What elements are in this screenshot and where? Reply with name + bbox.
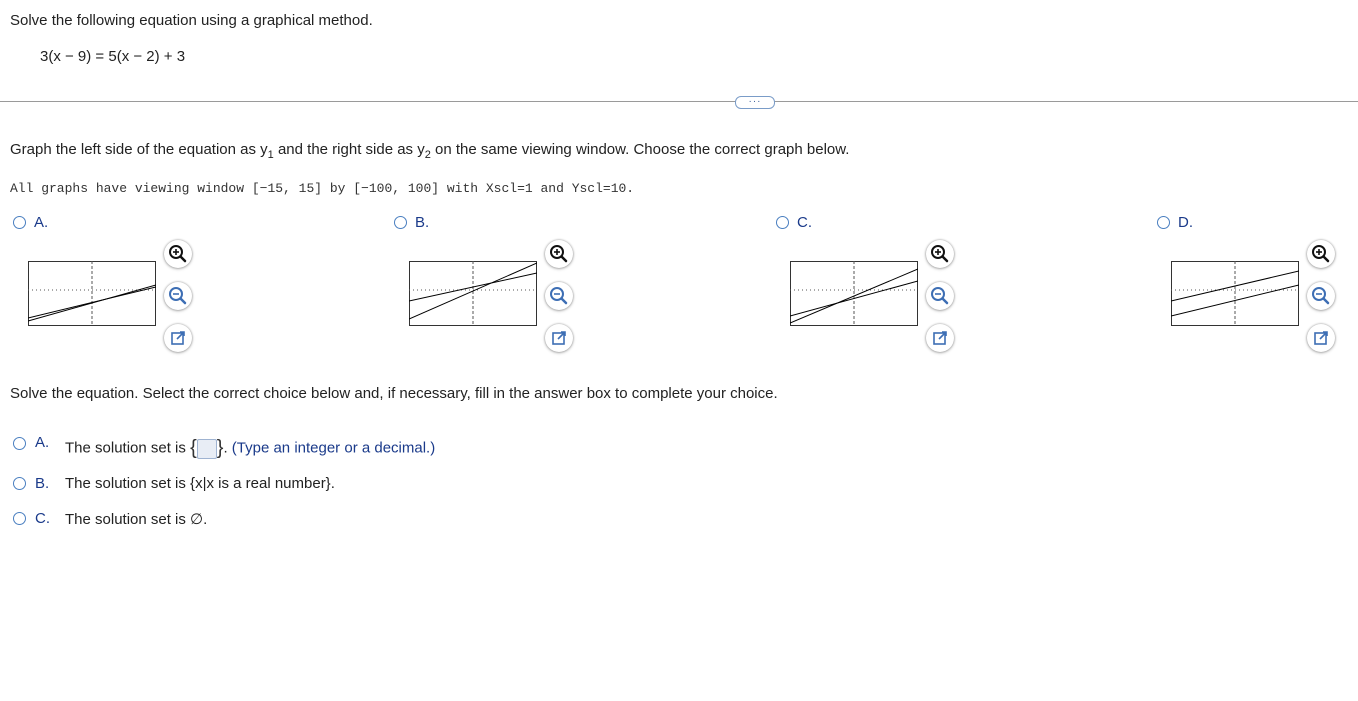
zoom-in-icon: [164, 240, 192, 268]
section-divider: [0, 101, 1358, 102]
choice-a-label: A.: [35, 434, 50, 451]
popout-icon: [545, 324, 573, 352]
answer-hint: (Type an integer or a decimal.): [231, 439, 436, 457]
graph-c-zoom-in-button[interactable]: [926, 240, 954, 268]
graph-d[interactable]: [1171, 261, 1299, 326]
zoom-out-icon: [926, 282, 954, 310]
zoom-out-icon: [545, 282, 573, 310]
graph-c-popout-button[interactable]: [926, 324, 954, 352]
equation-text: 3(x − 9) = 5(x − 2) + 3: [40, 48, 186, 65]
graph-option-d-label: D.: [1178, 214, 1193, 231]
choice-a-text: The solution set is { }. (Type an integer or a decimal.): [65, 437, 436, 459]
graph-option-c-radio[interactable]: [776, 216, 789, 229]
zoom-in-icon: [1307, 240, 1335, 268]
choice-c-text: The solution set is ∅.: [65, 511, 208, 528]
zoom-out-icon: [1307, 282, 1335, 310]
graph-a[interactable]: [28, 261, 156, 326]
graph-option-a-radio[interactable]: [13, 216, 26, 229]
graph-c[interactable]: [790, 261, 918, 326]
window-note: All graphs have viewing window [−15, 15] by [−100, 100] with Xscl=1 and Yscl=10.: [10, 181, 635, 196]
choice-b-radio[interactable]: [13, 477, 26, 490]
choice-c-label: C.: [35, 510, 50, 527]
choice-b-text: The solution set is {x|x is a real number}.: [65, 475, 335, 492]
graph-option-c-label: C.: [797, 214, 812, 231]
graph-a-popout-button[interactable]: [164, 324, 192, 352]
graph-d-popout-button[interactable]: [1307, 324, 1335, 352]
graph-d-zoom-out-button[interactable]: [1307, 282, 1335, 310]
graph-c-zoom-out-button[interactable]: [926, 282, 954, 310]
graph-a-zoom-in-button[interactable]: [164, 240, 192, 268]
graph-d-zoom-in-button[interactable]: [1307, 240, 1335, 268]
graph-b-zoom-out-button[interactable]: [545, 282, 573, 310]
graph-option-b-radio[interactable]: [394, 216, 407, 229]
graph-prompt: Graph the left side of the equation as $y_1$ and the right side as $y_2$ on the same viewing window. Choose the correct graph below.: [10, 141, 850, 161]
popout-icon: [1307, 324, 1335, 352]
graph-option-b-label: B.: [415, 214, 430, 231]
expand-button[interactable]: ···: [735, 96, 775, 109]
choice-b-label: B.: [35, 475, 50, 492]
graph-b-popout-button[interactable]: [545, 324, 573, 352]
zoom-in-icon: [926, 240, 954, 268]
popout-icon: [164, 324, 192, 352]
graph-b[interactable]: [409, 261, 537, 326]
zoom-in-icon: [545, 240, 573, 268]
graph-a-zoom-out-button[interactable]: [164, 282, 192, 310]
graph-option-a-label: A.: [34, 214, 49, 231]
zoom-out-icon: [164, 282, 192, 310]
answer-input[interactable]: [197, 439, 217, 459]
popout-icon: [926, 324, 954, 352]
instruction-text: Solve the following equation using a graphical method.: [10, 12, 373, 29]
graph-b-zoom-in-button[interactable]: [545, 240, 573, 268]
choice-c-radio[interactable]: [13, 512, 26, 525]
solve-prompt: Solve the equation. Select the correct choice below and, if necessary, fill in the answer box to complete your choice.: [10, 385, 778, 402]
graph-option-d-radio[interactable]: [1157, 216, 1170, 229]
choice-a-radio[interactable]: [13, 437, 26, 450]
